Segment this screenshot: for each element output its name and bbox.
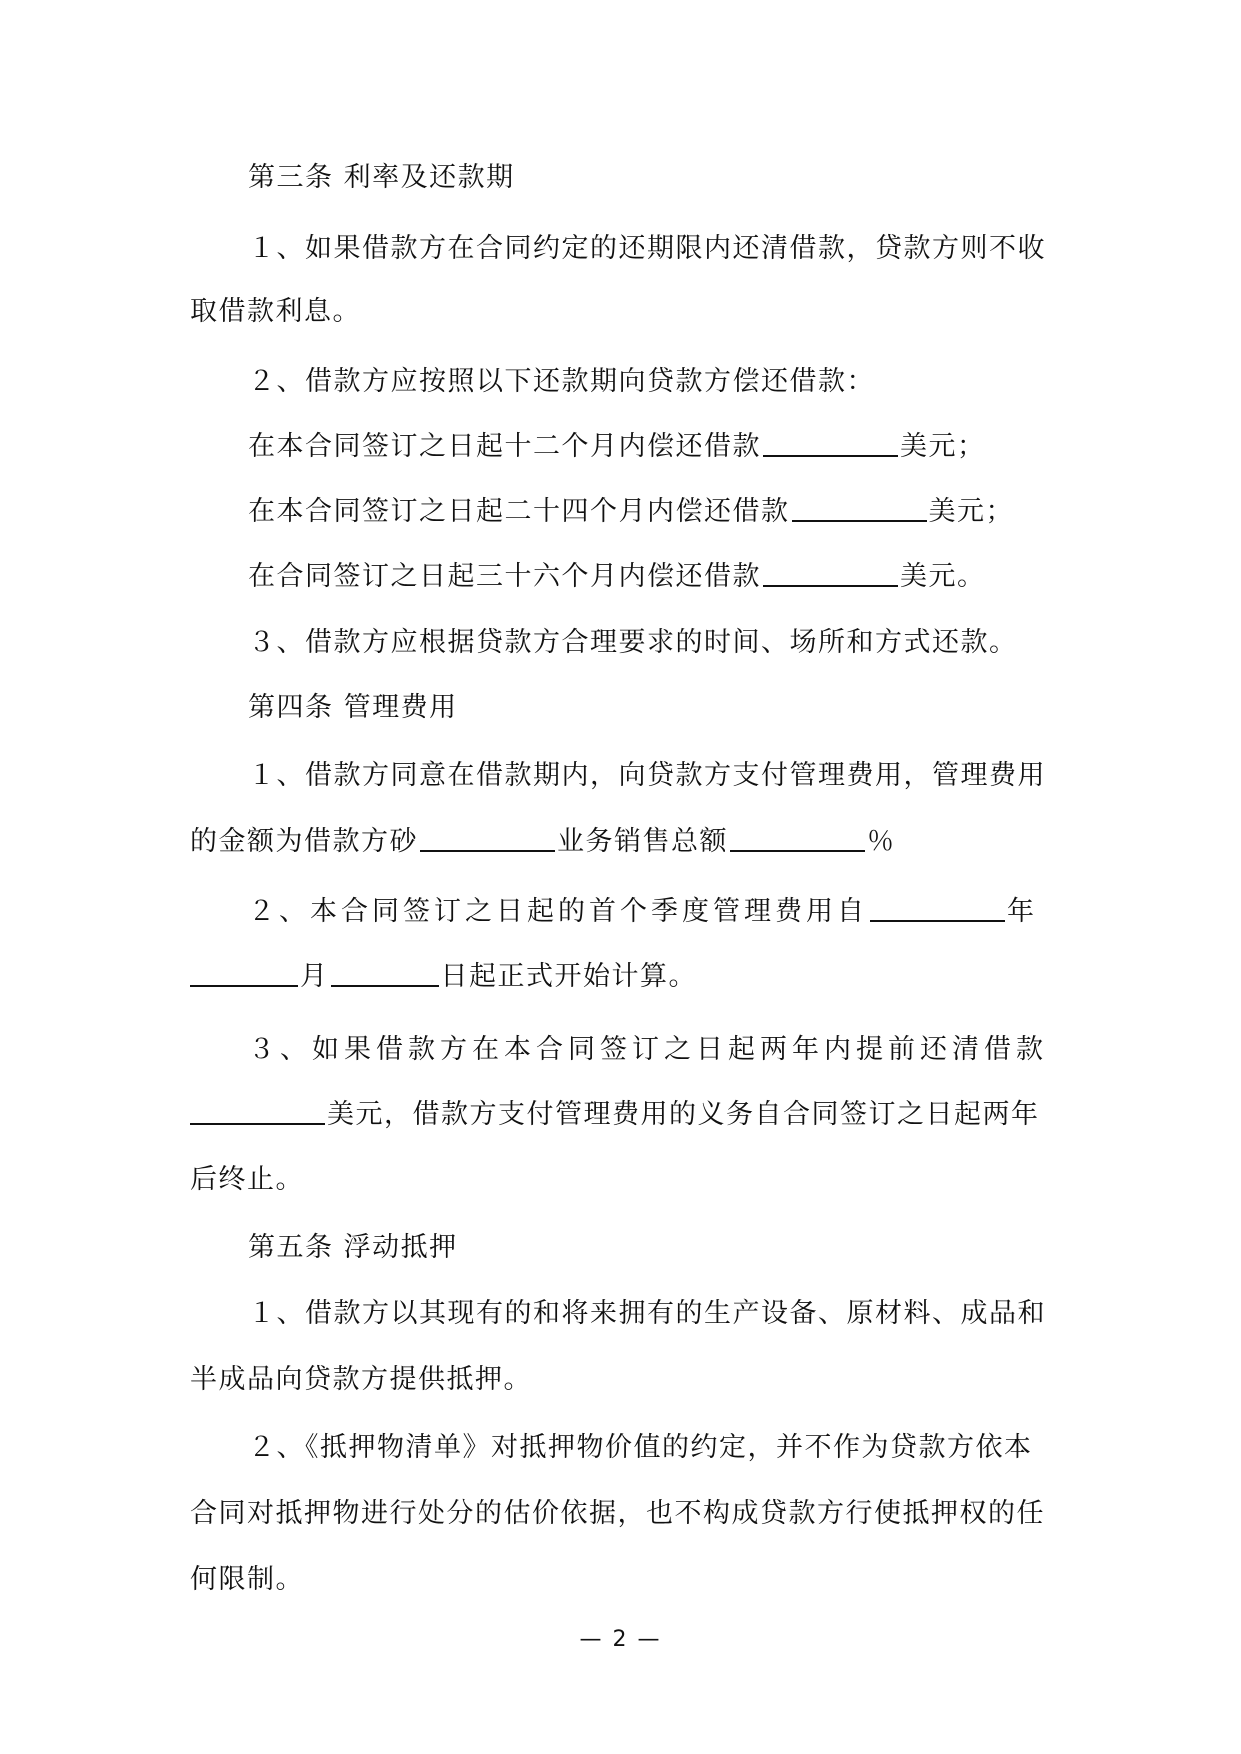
text: ２、本合同签订之日起的首个季度管理费用自 xyxy=(248,896,868,927)
fill-in-blank[interactable] xyxy=(190,1097,325,1125)
text: 月 xyxy=(300,961,329,992)
text: 在合同签订之日起三十六个月内偿还借款 xyxy=(248,561,761,592)
repayment-item-2 xyxy=(248,492,1118,532)
fill-in-blank[interactable] xyxy=(331,959,439,987)
paragraph-line xyxy=(190,1095,1060,1135)
text: １、如果借款方在合同约定的还期限内还清借款，贷款方则不收 xyxy=(248,233,1046,264)
article-5-heading xyxy=(248,1228,1118,1268)
text: 日起正式开始计算。 xyxy=(440,961,697,992)
paragraph-line xyxy=(190,1560,1060,1600)
paragraph-line xyxy=(248,229,1118,269)
paragraph-line xyxy=(248,1294,1118,1334)
text: 合同对抵押物进行处分的估价依据，也不构成贷款方行使抵押权的任 xyxy=(190,1498,1045,1529)
text: 美元。 xyxy=(900,561,986,592)
paragraph-line xyxy=(190,1360,1060,1400)
text: ％ xyxy=(867,826,896,857)
paragraph-line xyxy=(248,1428,1118,1468)
paragraph-line xyxy=(190,957,1060,997)
repayment-item-1 xyxy=(248,427,1118,467)
paragraph-line xyxy=(190,822,1060,862)
text: ２、借款方应按照以下还款期向贷款方偿还借款： xyxy=(248,366,875,397)
fill-in-blank[interactable] xyxy=(190,959,298,987)
paragraph-line xyxy=(190,292,1060,332)
text: ２、《抵押物清单》对抵押物价值的约定，并不作为贷款方依本 xyxy=(248,1432,1033,1463)
paragraph-line xyxy=(190,1160,1060,1200)
text: 半成品向贷款方提供抵押。 xyxy=(190,1364,532,1395)
fill-in-blank[interactable] xyxy=(870,894,1005,922)
text: １、借款方同意在借款期内，向贷款方支付管理费用，管理费用 xyxy=(248,760,1046,791)
text: ３、借款方应根据贷款方合理要求的时间、场所和方式还款。 xyxy=(248,627,1018,658)
text: 何限制。 xyxy=(190,1564,304,1595)
fill-in-blank[interactable] xyxy=(730,824,865,852)
repayment-item-3 xyxy=(248,557,1118,597)
text: 年 xyxy=(1007,896,1038,927)
text: 在本合同签订之日起十二个月内偿还借款 xyxy=(248,431,761,462)
heading-text: 第四条 管理费用 xyxy=(248,692,458,723)
text: １、借款方以其现有的和将来拥有的生产设备、原材料、成品和 xyxy=(248,1298,1046,1329)
text: ３、如果借款方在本合同签订之日起两年内提前还清借款 xyxy=(248,1034,1048,1065)
paragraph-line xyxy=(248,362,1118,402)
fill-in-blank[interactable] xyxy=(763,559,898,587)
paragraph-line xyxy=(190,1494,1060,1534)
text: 在本合同签订之日起二十四个月内偿还借款 xyxy=(248,496,790,527)
fill-in-blank[interactable] xyxy=(420,824,555,852)
text: 美元，借款方支付管理费用的义务自合同签订之日起两年 xyxy=(327,1099,1040,1130)
paragraph-line xyxy=(248,623,1118,663)
heading-text: 第三条 利率及还款期 xyxy=(248,162,515,193)
heading-text: 第五条 浮动抵押 xyxy=(248,1232,458,1263)
text: 后终止。 xyxy=(190,1164,304,1195)
paragraph-line xyxy=(248,756,1118,796)
page-number: — 2 — xyxy=(579,1627,662,1652)
text: 美元； xyxy=(928,496,1014,527)
fill-in-blank[interactable] xyxy=(763,429,898,457)
text: 的金额为借款方砂 xyxy=(190,826,418,857)
text: 业务销售总额 xyxy=(557,826,728,857)
paragraph-line xyxy=(248,1030,1118,1070)
paragraph-line xyxy=(248,892,1118,932)
article-4-heading xyxy=(248,688,1118,728)
text: 取借款利息。 xyxy=(190,296,361,327)
article-3-heading xyxy=(248,158,1118,198)
fill-in-blank[interactable] xyxy=(792,494,927,522)
text: 美元； xyxy=(900,431,986,462)
